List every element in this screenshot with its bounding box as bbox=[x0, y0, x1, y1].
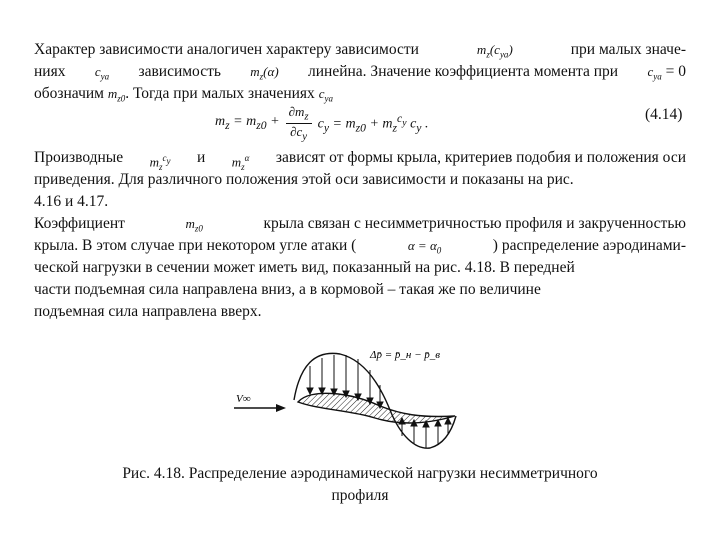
formula-cya-zero: $c_{ya} = 0$ bbox=[647, 63, 686, 82]
text-segment: Производные bbox=[34, 149, 124, 166]
airfoil-profile bbox=[298, 393, 455, 423]
text-segment: Коэффициент bbox=[34, 215, 125, 232]
text-segment: = 0 bbox=[665, 63, 686, 80]
eq-rhs: $c_y = m_{z0} + m_z^{c_y}$ $c_y$ . bbox=[317, 111, 429, 135]
text-segment: и bbox=[196, 149, 206, 166]
equation-number: (4.14) bbox=[645, 106, 683, 123]
text-segment: ниях bbox=[34, 63, 66, 80]
formula-mz-alpha: $m_z(\alpha)$ bbox=[250, 64, 279, 82]
formula-mz0: $m_{z0}$ bbox=[185, 216, 203, 234]
equation-4-14 bbox=[215, 104, 428, 142]
text-segment: при малых значе- bbox=[570, 41, 686, 58]
text-segment: зависят от формы крыла, критериев подобия и положения оси bbox=[275, 149, 686, 166]
paragraph-line-2 bbox=[34, 62, 686, 87]
paragraph-line-12: подъемная сила направлена вверх. bbox=[34, 303, 262, 320]
figure-caption-line-1: Рис. 4.18. Распределение аэродинамической нагрузки несимметричного bbox=[122, 465, 598, 482]
formula-mz0: $m_{z0}$ bbox=[107, 86, 126, 104]
eq-numerator: $\partial m_z$ bbox=[286, 104, 312, 124]
paragraph-line-7: 4.16 и 4.17. bbox=[34, 193, 109, 210]
eq-fraction bbox=[286, 104, 312, 142]
formula-derivative-cy: $m_z^{c_y}$ bbox=[149, 153, 171, 172]
formula-cya: $c_{ya}$ bbox=[318, 86, 333, 104]
formula-cya: $c_{ya}$ bbox=[94, 64, 110, 82]
text-segment: зависимость bbox=[138, 63, 221, 80]
paragraph-line-10: ческой нагрузки в сечении может иметь вид, показанный на рис. 4.18. В передней bbox=[34, 259, 575, 276]
formula-derivative-alpha: $m_z^\alpha$ bbox=[231, 153, 250, 172]
text-segment: крыла связан с несимметричностью профиля и закрученностью bbox=[263, 215, 686, 232]
text-segment: . Тогда при малых значениях bbox=[125, 85, 315, 102]
paragraph-line-1 bbox=[34, 40, 686, 65]
formula-mz-cya: $m_z(c_{ya})$ bbox=[476, 42, 513, 60]
eq-lhs: $m_z = m_{z0}$ + bbox=[215, 114, 280, 132]
text-segment: крыла. В этом случае при некотором угле атаки ( bbox=[34, 237, 357, 254]
text-segment: обозначим bbox=[34, 85, 104, 102]
paragraph-line-9 bbox=[34, 236, 686, 261]
freestream-label: V∞ bbox=[236, 393, 251, 405]
paragraph-line-6: приведения. Для различного положения этой оси зависимости и показаны на рис. bbox=[34, 171, 574, 188]
text-segment: линейна. Значение коэффициента момента при bbox=[308, 63, 619, 80]
pressure-difference-label: Δp̄ = p̄_н − p̄_в bbox=[370, 349, 441, 361]
freestream-arrow bbox=[234, 404, 286, 412]
figure-caption-line-2: профиля bbox=[331, 487, 389, 504]
text-segment: Характер зависимости аналогичен характеру зависимости bbox=[34, 41, 419, 58]
figure-4-18 bbox=[230, 340, 470, 460]
text-segment: ) распределение аэродинами- bbox=[492, 237, 686, 254]
paragraph-line-11: части подъемная сила направлена вниз, а в кормовой – такая же по величине bbox=[34, 281, 541, 298]
paragraph-line-8 bbox=[34, 214, 686, 239]
eq-denominator: $\partial c_y$ bbox=[290, 123, 308, 143]
formula-alpha0: $\alpha = \alpha_0$ bbox=[407, 238, 442, 256]
